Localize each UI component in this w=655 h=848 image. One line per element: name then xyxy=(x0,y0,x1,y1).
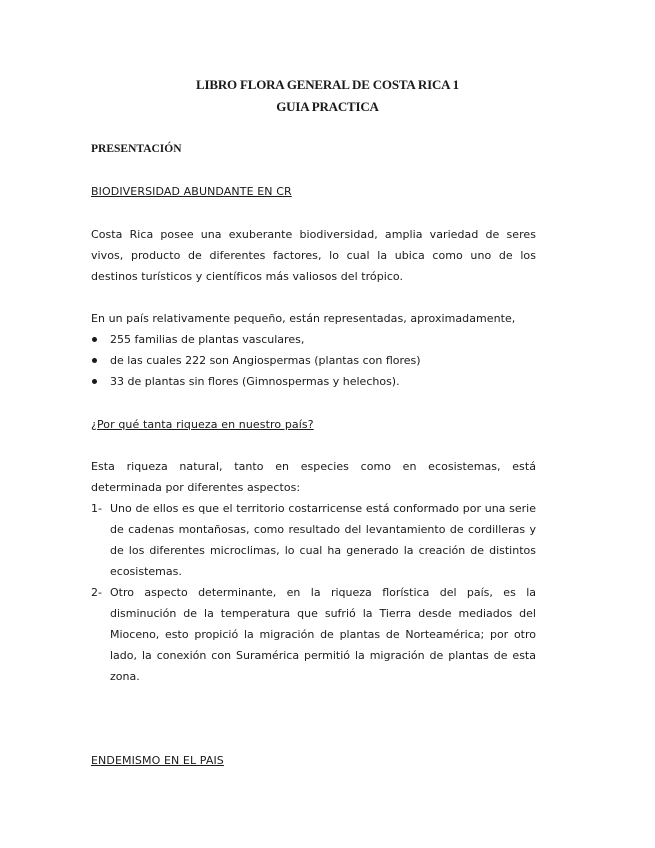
document-title: LIBRO FLORA GENERAL DE COSTA RICA 1 xyxy=(196,77,459,92)
list-item xyxy=(91,371,536,392)
list-item xyxy=(91,329,536,350)
bullet-list xyxy=(91,329,536,392)
list-item xyxy=(91,582,536,687)
list-item xyxy=(91,350,536,371)
bullet-text: de las cuales 222 son Angiospermas (plantas con flores) xyxy=(110,354,421,367)
paragraph-pais-pequeno: En un país relativamente pequeño, están representadas, aproximadamente, xyxy=(91,312,516,325)
bullet-icon xyxy=(92,379,97,384)
bullet-icon xyxy=(92,337,97,342)
paragraph-biodiversidad: Costa Rica posee una exuberante biodiversidad, amplia variedad de seres vivos, producto de diferentes factores, lo cual la ubica como uno de los destinos turísticos y científicos más valiosos del trópico. xyxy=(91,228,536,283)
section-heading-presentacion: PRESENTACIÓN xyxy=(91,143,182,155)
item-text: Otro aspecto determinante, en la riqueza florística del país, es la disminución de la temperatura que sufrió la Tierra desde mediados del Mioceno, esto propició la migración de plantas de Norteamérica; por otro lado, la conexión con Suramérica permitió la migración de plantas de esta zona. xyxy=(110,586,536,683)
paragraph-riqueza-natural: Esta riqueza natural, tanto en especies como en ecosistemas, está determinada por diferentes aspectos: xyxy=(91,460,536,494)
bullet-icon xyxy=(92,358,97,363)
document-subtitle: GUIA PRACTICA xyxy=(276,99,379,114)
bullet-text: 33 de plantas sin flores (Gimnospermas y helechos). xyxy=(110,375,400,388)
numbered-list xyxy=(91,498,536,687)
subheading-biodiversidad: BIODIVERSIDAD ABUNDANTE EN CR xyxy=(91,185,292,198)
list-item xyxy=(91,498,536,582)
item-text: Uno de ellos es que el territorio costarricense está conformado por una serie de cadenas montañosas, como resultado del levantamiento de cordilleras y de los diferentes microclimas, lo cual ha generado la creación de distintos ecosistemas. xyxy=(110,502,536,578)
subheading-endemismo: ENDEMISMO EN EL PAIS xyxy=(91,754,224,767)
subheading-riqueza: ¿Por qué tanta riqueza en nuestro país? xyxy=(91,418,314,431)
bullet-text: 255 familias de plantas vasculares, xyxy=(110,333,305,346)
item-number: 2- xyxy=(91,586,102,599)
item-number: 1- xyxy=(91,502,102,515)
